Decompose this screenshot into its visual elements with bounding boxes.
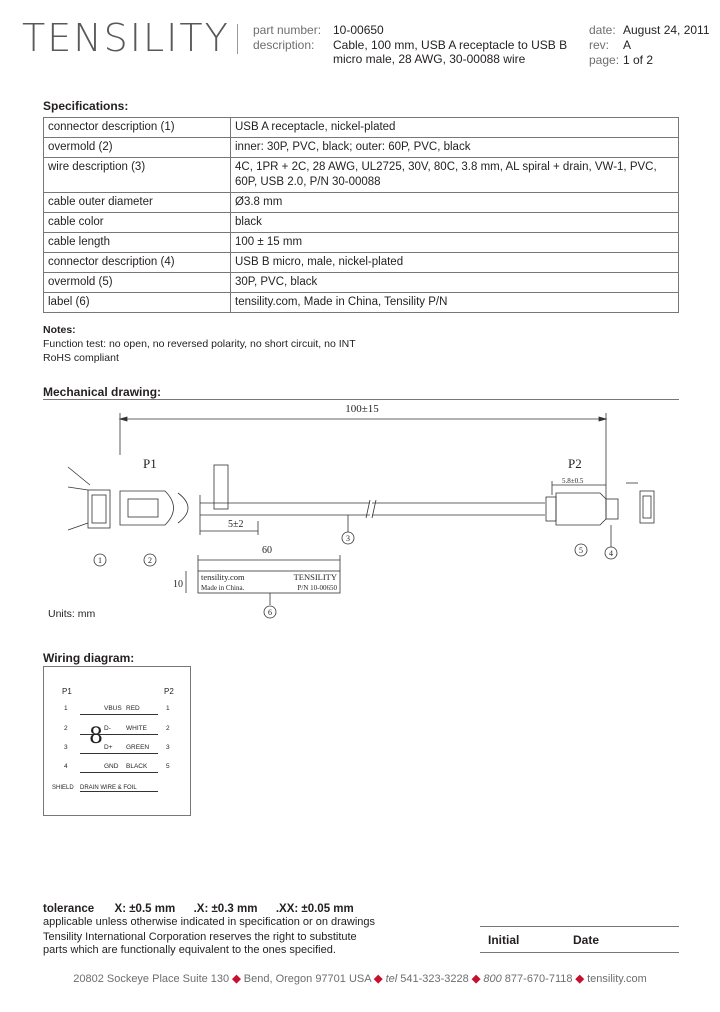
notes-line2: RoHS compliant [43,352,119,364]
leader-mid [68,487,88,490]
spec-value: 30P, PVC, black [231,273,679,293]
company-logo: TENSILITY [22,16,230,60]
callout-6: 6 [268,608,272,617]
mechanical-title: Mechanical drawing: [43,385,162,399]
description-line2: micro male, 28 AWG, 30-00088 wire [333,52,526,66]
arrow-left [120,417,127,421]
rev-label: rev: [589,38,610,52]
spec-row [44,293,679,313]
footer-dot-icon: ◆ [374,973,383,985]
leader-bot [68,523,88,530]
spec-name: wire description (3) [44,158,231,193]
tolerance-line2: Tensility International Corporation reserves the right to substitute [43,931,357,943]
micro-b-opening [643,496,651,518]
callout-2: 2 [148,556,152,565]
spec-row [44,253,679,273]
wiring-p2: P2 [164,687,174,696]
signoff-top-rule [480,926,679,927]
footer-toll-label: 800 [483,973,502,985]
spec-value: black [231,213,679,233]
notes-line1: Function test: no open, no reversed polarity, no short circuit, no INT [43,338,356,350]
usb-a-opening [92,495,106,523]
p2-strain-relief [546,497,556,521]
spec-row [44,138,679,158]
wiring-diagram-box [43,666,191,816]
wiring-p2: 3 [166,744,170,751]
usb-a-receptacle [88,490,110,528]
tolerance-xx: .X: ±0.3 mm [193,903,258,915]
p1-text: P1 [143,456,157,471]
p1-strain-relief [178,493,188,523]
tolerance-line1: applicable unless otherwise indicated in specification or on drawings [43,916,376,928]
footer-web[interactable]: tensility.com [587,973,647,985]
tolerance-x: X: ±0.5 mm [114,903,176,915]
wiring-color: BLACK [126,763,148,770]
tolerance-label: tolerance [43,903,95,915]
spec-name: cable color [44,213,231,233]
spec-row [44,213,679,233]
label-text-2: Made in China. [201,584,245,592]
wiring-p1: P1 [62,687,72,696]
spec-value: 100 ± 15 mm [231,233,679,253]
spec-row [44,273,679,293]
spec-row [44,233,679,253]
callout-5: 5 [579,546,583,555]
tolerance-row [43,902,354,916]
date-value: August 24, 2011 [623,23,710,37]
wiring-color: RED [126,705,140,712]
length-dim-text: 100±15 [345,403,379,415]
footer-toll[interactable]: 877-670-7118 [504,973,573,985]
wiring-signal: D- [104,725,111,732]
wiring-p1: 1 [64,705,68,712]
spec-name: label (6) [44,293,231,313]
wiring-shield-label: SHIELD [52,785,74,791]
footer-address: 20802 Sockeye Place Suite 130 [73,973,230,985]
label-height-text: 10 [173,579,183,590]
wiring-conductor-line [80,753,158,754]
footer-dot-icon: ◆ [232,973,241,985]
footer-dot-icon: ◆ [575,973,585,985]
footer-tel-label: tel [385,973,398,985]
p2-overmold [556,493,606,525]
spec-name: overmold (2) [44,138,231,158]
p2-dim-text: 5.8±0.5 [562,477,584,485]
wiring-color: WHITE [126,725,147,732]
p1-cross-section [214,465,228,509]
strip-dim-text: 5±2 [228,519,244,530]
spec-value: USB A receptacle, nickel-plated [231,118,679,138]
p2-text: P2 [568,456,582,471]
spec-name: connector description (4) [44,253,231,273]
wiring-p1: 4 [64,763,68,770]
specifications-title: Specifications: [43,99,129,113]
wiring-p2: 1 [166,705,170,712]
spec-name: cable length [44,233,231,253]
label-pn: P/N 10-00650 [297,584,337,592]
spec-value: USB B micro, male, nickel-plated [231,253,679,273]
page-label: page: [589,53,620,67]
tolerance-line3: parts which are functionally equivalent to the ones specified. [43,944,336,956]
wiring-signal: D+ [104,744,113,751]
callout-3: 3 [346,534,350,543]
date-label: date: [589,23,616,37]
signoff-bottom-rule [480,952,679,953]
units-text: Units: mm [48,608,96,620]
wiring-shield-text: DRAIN WIRE & FOIL [80,785,158,792]
specifications-table [43,117,679,313]
spec-value: inner: 30P, PVC, black; outer: 60P, PVC, black [231,138,679,158]
leader-top [68,467,90,485]
spec-value: 4C, 1PR + 2C, 28 AWG, UL2725, 30V, 80C, 3.8 mm, AL spiral + drain, VW-1, PVC, 60P, USB 2.0, P/N 30-00088 [231,158,679,193]
wiring-title: Wiring diagram: [43,651,135,665]
spec-row [44,158,679,193]
p2-plug [606,499,618,519]
wiring-signal: GND [104,763,119,770]
p1-inner-mold [128,499,158,517]
description-line1: Cable, 100 mm, USB A receptacle to USB B [333,38,568,52]
callout-4: 4 [609,549,613,558]
wiring-p2: 2 [166,725,170,732]
notes-title: Notes: [43,324,76,336]
tolerance-xxx: .XX: ±0.05 mm [275,903,354,915]
wiring-conductor-line [80,714,158,715]
wiring-color: GREEN [126,744,150,751]
footer-city: Bend, Oregon 97701 USA [243,973,371,985]
spec-row [44,193,679,213]
wiring-p1: 2 [64,725,68,732]
arrow-right [599,417,606,421]
spec-name: connector description (1) [44,118,231,138]
spec-name: cable outer diameter [44,193,231,213]
twisted-pair-icon: 8 [89,724,103,749]
signoff-initial: Initial [488,933,520,947]
wiring-conductor-line [80,772,158,773]
spec-row [44,118,679,138]
footer-tel[interactable]: 541-323-3228 [400,973,469,985]
spec-value: Ø3.8 mm [231,193,679,213]
callout-1: 1 [98,556,102,565]
footer [0,972,720,985]
wiring-p1: 3 [64,744,68,751]
wiring-p2: 5 [166,763,170,770]
mechanical-drawing [0,395,720,635]
page-value: 1 of 2 [623,53,654,67]
signoff-date: Date [573,933,600,947]
rev-value: A [623,38,632,52]
part-number-label: part number: [253,23,322,37]
footer-dot-icon: ◆ [471,973,481,985]
header-divider [237,24,238,54]
label-text-1: tensility.com [201,572,245,582]
wiring-signal: VBUS [104,705,122,712]
label-width-text: 60 [262,545,272,556]
label-brand: TENSILITY [293,572,337,582]
spec-name: overmold (5) [44,273,231,293]
description-label: description: [253,38,315,52]
part-number-value: 10-00650 [333,23,384,37]
spec-value: tensility.com, Made in China, Tensility P/N [231,293,679,313]
